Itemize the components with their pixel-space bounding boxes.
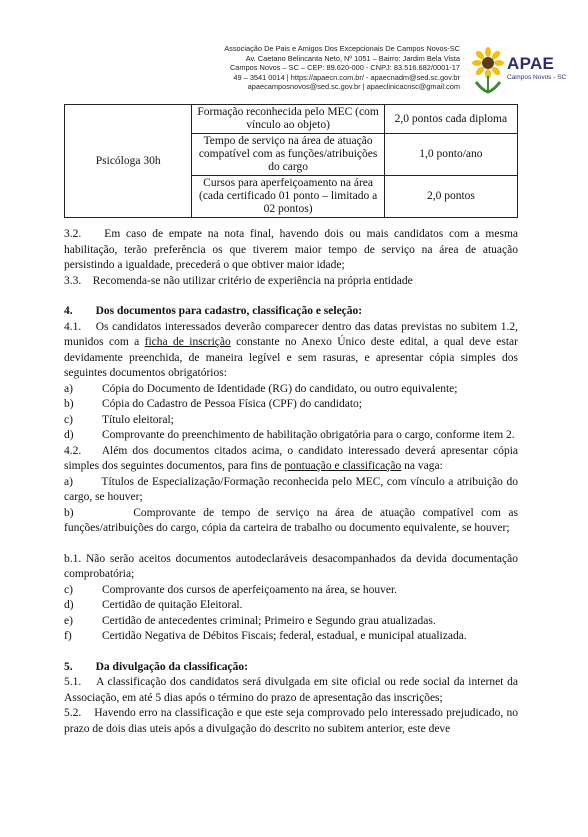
underlined-text: pontuação e classificação <box>284 460 402 472</box>
table-cell-role: Psicóloga 30h <box>65 105 192 218</box>
letterhead-address <box>224 44 460 92</box>
document-body <box>64 227 518 737</box>
list-label: a) <box>64 382 73 395</box>
list-text: Título eleitoral; <box>102 413 174 426</box>
paragraph-4-2-b: b) Comprovante de tempo de serviço na área de atuação compatível com as funções/atribuições do cargo, cópia da carteira de trabalho ou documento equivalente, se houver; <box>64 506 518 534</box>
letterhead <box>0 44 588 102</box>
heading-text: 5. Da divulgação da classificação: <box>64 660 248 673</box>
table-cell-points: 2,0 pontos <box>384 176 517 218</box>
list-item <box>64 428 518 444</box>
text-run: constante no Anexo Único deste edital, a qual deve estar devidamente preenchida, de maneira legível e sem rasuras, e apresentar cópia simples dos seguintes documentos obrigatórios: <box>64 336 518 379</box>
apae-logo <box>470 46 567 96</box>
list-label: c) <box>64 583 73 596</box>
letterhead-line: apaecamposnovos@sed.sc.gov.br | apaeclinicacnsc@gmail.com <box>247 82 460 92</box>
list-text: Certidão Negativa de Débitos Fiscais; federal, estadual, e municipal atualizada. <box>102 630 467 642</box>
text-run: 4.2. Além dos documentos citados acima, o candidato interessado deverá apresentar cópia simples dos seguintes documentos, para fins de <box>64 444 518 472</box>
table-cell-points: 2,0 pontos cada diploma <box>384 105 517 134</box>
logo-subtitle: Campos Novos - SC <box>507 74 567 81</box>
list-label: c) <box>64 413 73 426</box>
paragraph-3-2: 3.2. Em caso de empate na nota final, havendo dois ou mais candidatos com a mesma habilitação, terão preferência os que tiverem maior tempo de serviço na área de atuação persistindo a igualdade, precederá o que obtiver maior idade; <box>64 228 518 271</box>
paragraph-4-1 <box>64 320 518 382</box>
list-text: Certidão de antecedentes criminal; Primeiro e Segundo grau atualizadas. <box>102 614 436 627</box>
paragraph-4-2-a: a) Títulos de Especialização/Formação reconhecida pelo MEC, com vínculo a atribuição do cargo, se houver; <box>64 475 518 503</box>
list-text: Comprovante dos cursos de aperfeiçoamento na área, se houver. <box>102 583 398 596</box>
list-label: d) <box>64 429 74 441</box>
list-item <box>64 397 518 413</box>
list-label: d) <box>64 599 74 611</box>
flower-hands-icon <box>470 46 506 94</box>
scoring-table <box>64 104 518 218</box>
list-text: Cópia do Cadastro de Pessoa Física (CPF) do candidato; <box>102 398 362 410</box>
table-cell-points: 1,0 ponto/ano <box>384 134 517 176</box>
paragraph-5-1: 5.1. A classificação dos candidatos será divulgada em site oficial ou rede social da internet da Associação, em até 5 dias após o término do prazo de apresentação das inscrições; <box>64 676 518 704</box>
paragraph-5-2: 5.2. Havendo erro na classificação e que este seja comprovado pelo interessado prejudicado, no prazo de dois dias uteis após a divulgação do descrito no subitem anterior, este deve <box>64 707 518 735</box>
list-item <box>64 583 518 599</box>
heading-text: 4. Dos documentos para cadastro, classificação e seleção: <box>64 305 363 317</box>
list-item <box>64 598 518 614</box>
list-label: b) <box>64 398 74 410</box>
underlined-text: ficha de inscrição <box>144 336 231 348</box>
table-cell-criterion: Cursos para aperfeiçoamento na área (cada certificado 01 ponto – limitado a 02 pontos) <box>192 176 384 218</box>
list-item <box>64 629 518 645</box>
section-heading-5 <box>64 660 518 676</box>
paragraph-3-3: 3.3. Recomenda-se não utilizar critério de experiência na própria entidade <box>64 274 413 287</box>
letterhead-line: Associação De Pais e Amigos Dos Excepcionais De Campos Novos-SC <box>224 44 460 53</box>
letterhead-line: Campos Novos – SC – CEP: 89.620-000 - CNPJ: 83.516.682/0001-17 <box>229 63 460 73</box>
logo-name: APAE <box>507 54 555 73</box>
list-text: Comprovante do preenchimento de habilitação obrigatória para o cargo, conforme item 2. <box>102 429 515 441</box>
list-text: Cópia do Documento de Identidade (RG) do candidato, ou outro equivalente; <box>102 382 458 395</box>
letterhead-line: Av. Caetano Belincanta Neto, Nº 1051 – Bairro: Jardim Bela Vista <box>245 53 460 63</box>
list-text: Certidão de quitação Eleitoral. <box>102 599 243 611</box>
table-row <box>65 105 518 134</box>
text-run: 4.1. Os candidatos interessados deverão comparecer dentro das datas previstas no subitem 1.2, munidos com a <box>64 320 518 348</box>
table-cell-criterion: Tempo de serviço na área de atuação compatível com as funções/atribuições do cargo <box>192 134 384 176</box>
list-label: e) <box>64 614 73 627</box>
table-cell-criterion: Formação reconhecida pelo MEC (com vínculo ao objeto) <box>192 105 384 134</box>
list-label: f) <box>64 630 72 642</box>
letterhead-line: 49 – 3541 0014 | https://apaecn.com.br/ - apaecnadm@sed.sc.gov.br <box>233 72 460 82</box>
paragraph-b-1: b.1. Não serão aceitos documentos autodeclaráveis desacompanhados da devida documentação comprobatória; <box>64 552 518 580</box>
text-run: na vaga: <box>401 460 443 472</box>
list-item <box>64 413 518 429</box>
list-item <box>64 382 518 398</box>
list-item <box>64 614 518 630</box>
section-heading-4 <box>64 304 518 320</box>
paragraph-4-2 <box>64 444 518 475</box>
